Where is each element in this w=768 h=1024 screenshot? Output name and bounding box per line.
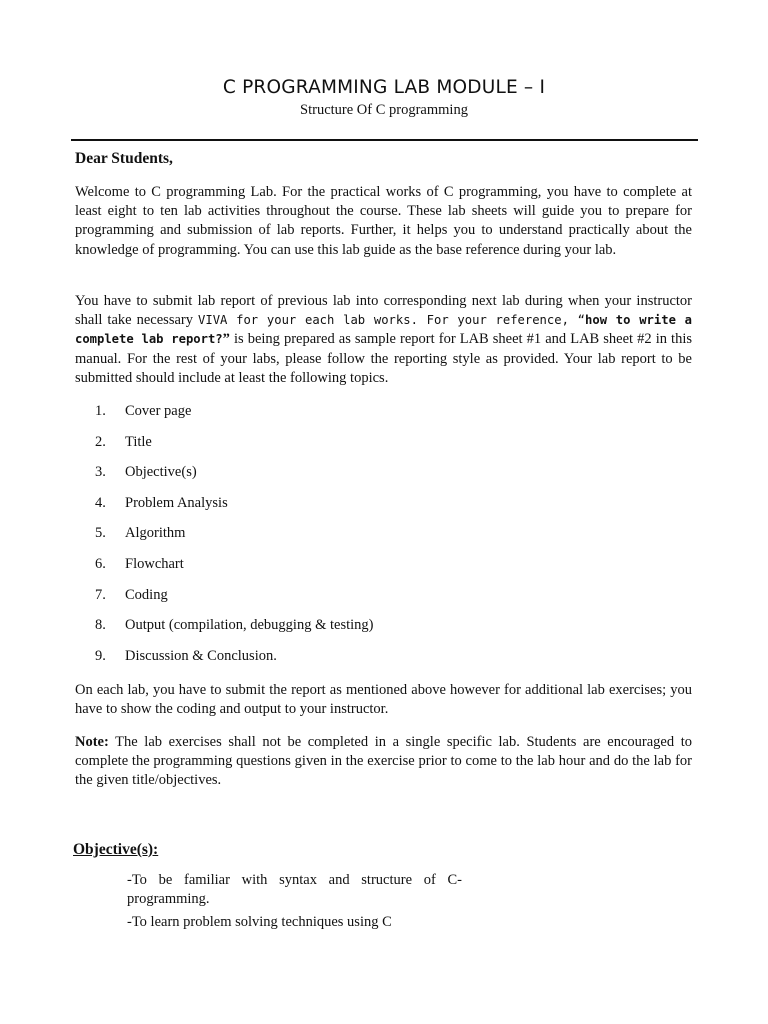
list-text: Discussion & Conclusion. <box>125 647 277 664</box>
closing-quote: ” <box>222 331 230 348</box>
paragraph-text: is being prepared as sample report for LAB sheet #1 and LAB sheet #2 in this manual. For the rest of your labs, please follow the reporting style as provided. Your lab report to be submitted should include at least the following topics. <box>75 331 693 386</box>
paragraph-text: You have to submit lab report of previous lab into corresponding next lab during when your instructor shall take necessary <box>75 293 692 329</box>
list-number: 6. <box>95 555 106 572</box>
list-number: 5. <box>95 525 106 542</box>
list-number: 4. <box>95 494 106 511</box>
list-number: 3. <box>95 464 106 481</box>
page-subtitle: Structure Of C programming <box>300 102 468 118</box>
note-paragraph <box>75 733 692 791</box>
list-text: Flowchart <box>125 555 184 572</box>
list-text: Coding <box>125 586 168 603</box>
welcome-paragraph: Welcome to C programming Lab. For the practical works of C programming, you have to complete at least eight to ten lab activities throughout the course. These lab sheets will guide you to prepare for programming and submission of lab reports. Further, it helps you to understand practically about the knowledge of programming. You can use this lab guide as the base reference during your lab. <box>75 184 692 258</box>
list-number: 9. <box>95 647 106 664</box>
sample-report-title: how to write a complete lab report? <box>75 313 692 347</box>
list-text: Objective(s) <box>125 464 197 481</box>
list-number: 8. <box>95 617 106 634</box>
page-title: C PROGRAMMING LAB MODULE – I <box>222 77 546 98</box>
list-number: 2. <box>95 433 106 450</box>
list-number: 7. <box>95 586 106 603</box>
list-text: Output (compilation, debugging & testing) <box>125 617 374 634</box>
greeting: Dear Students, <box>75 150 173 167</box>
list-number: 1. <box>95 403 106 419</box>
header-divider <box>71 139 698 141</box>
list-text: Cover page <box>125 403 192 419</box>
list-text: Title <box>125 433 152 450</box>
note-label: Note: <box>75 734 109 750</box>
list-text: Problem Analysis <box>125 494 228 511</box>
objectives-heading: Objective(s): <box>73 841 159 858</box>
list-text: Algorithm <box>125 525 186 542</box>
submission-paragraph: On each lab, you have to submit the report as mentioned above however for additional lab exercises; you have to show the coding and output to your instructor. <box>75 682 692 718</box>
paragraph-text-mono: VIVA for your each lab works. For your reference, “ <box>198 313 586 328</box>
lab-report-paragraph <box>75 292 692 388</box>
objective-item: -To learn problem solving techniques using C <box>127 914 392 930</box>
note-text: The lab exercises shall not be completed in a single specific lab. Students are encouraged to complete the programming questions given in the exercise prior to come to the lab hour and do the lab for the given title/objectives. <box>75 734 692 789</box>
objective-item: -To be familiar with syntax and structure of C-programming. <box>127 872 462 908</box>
